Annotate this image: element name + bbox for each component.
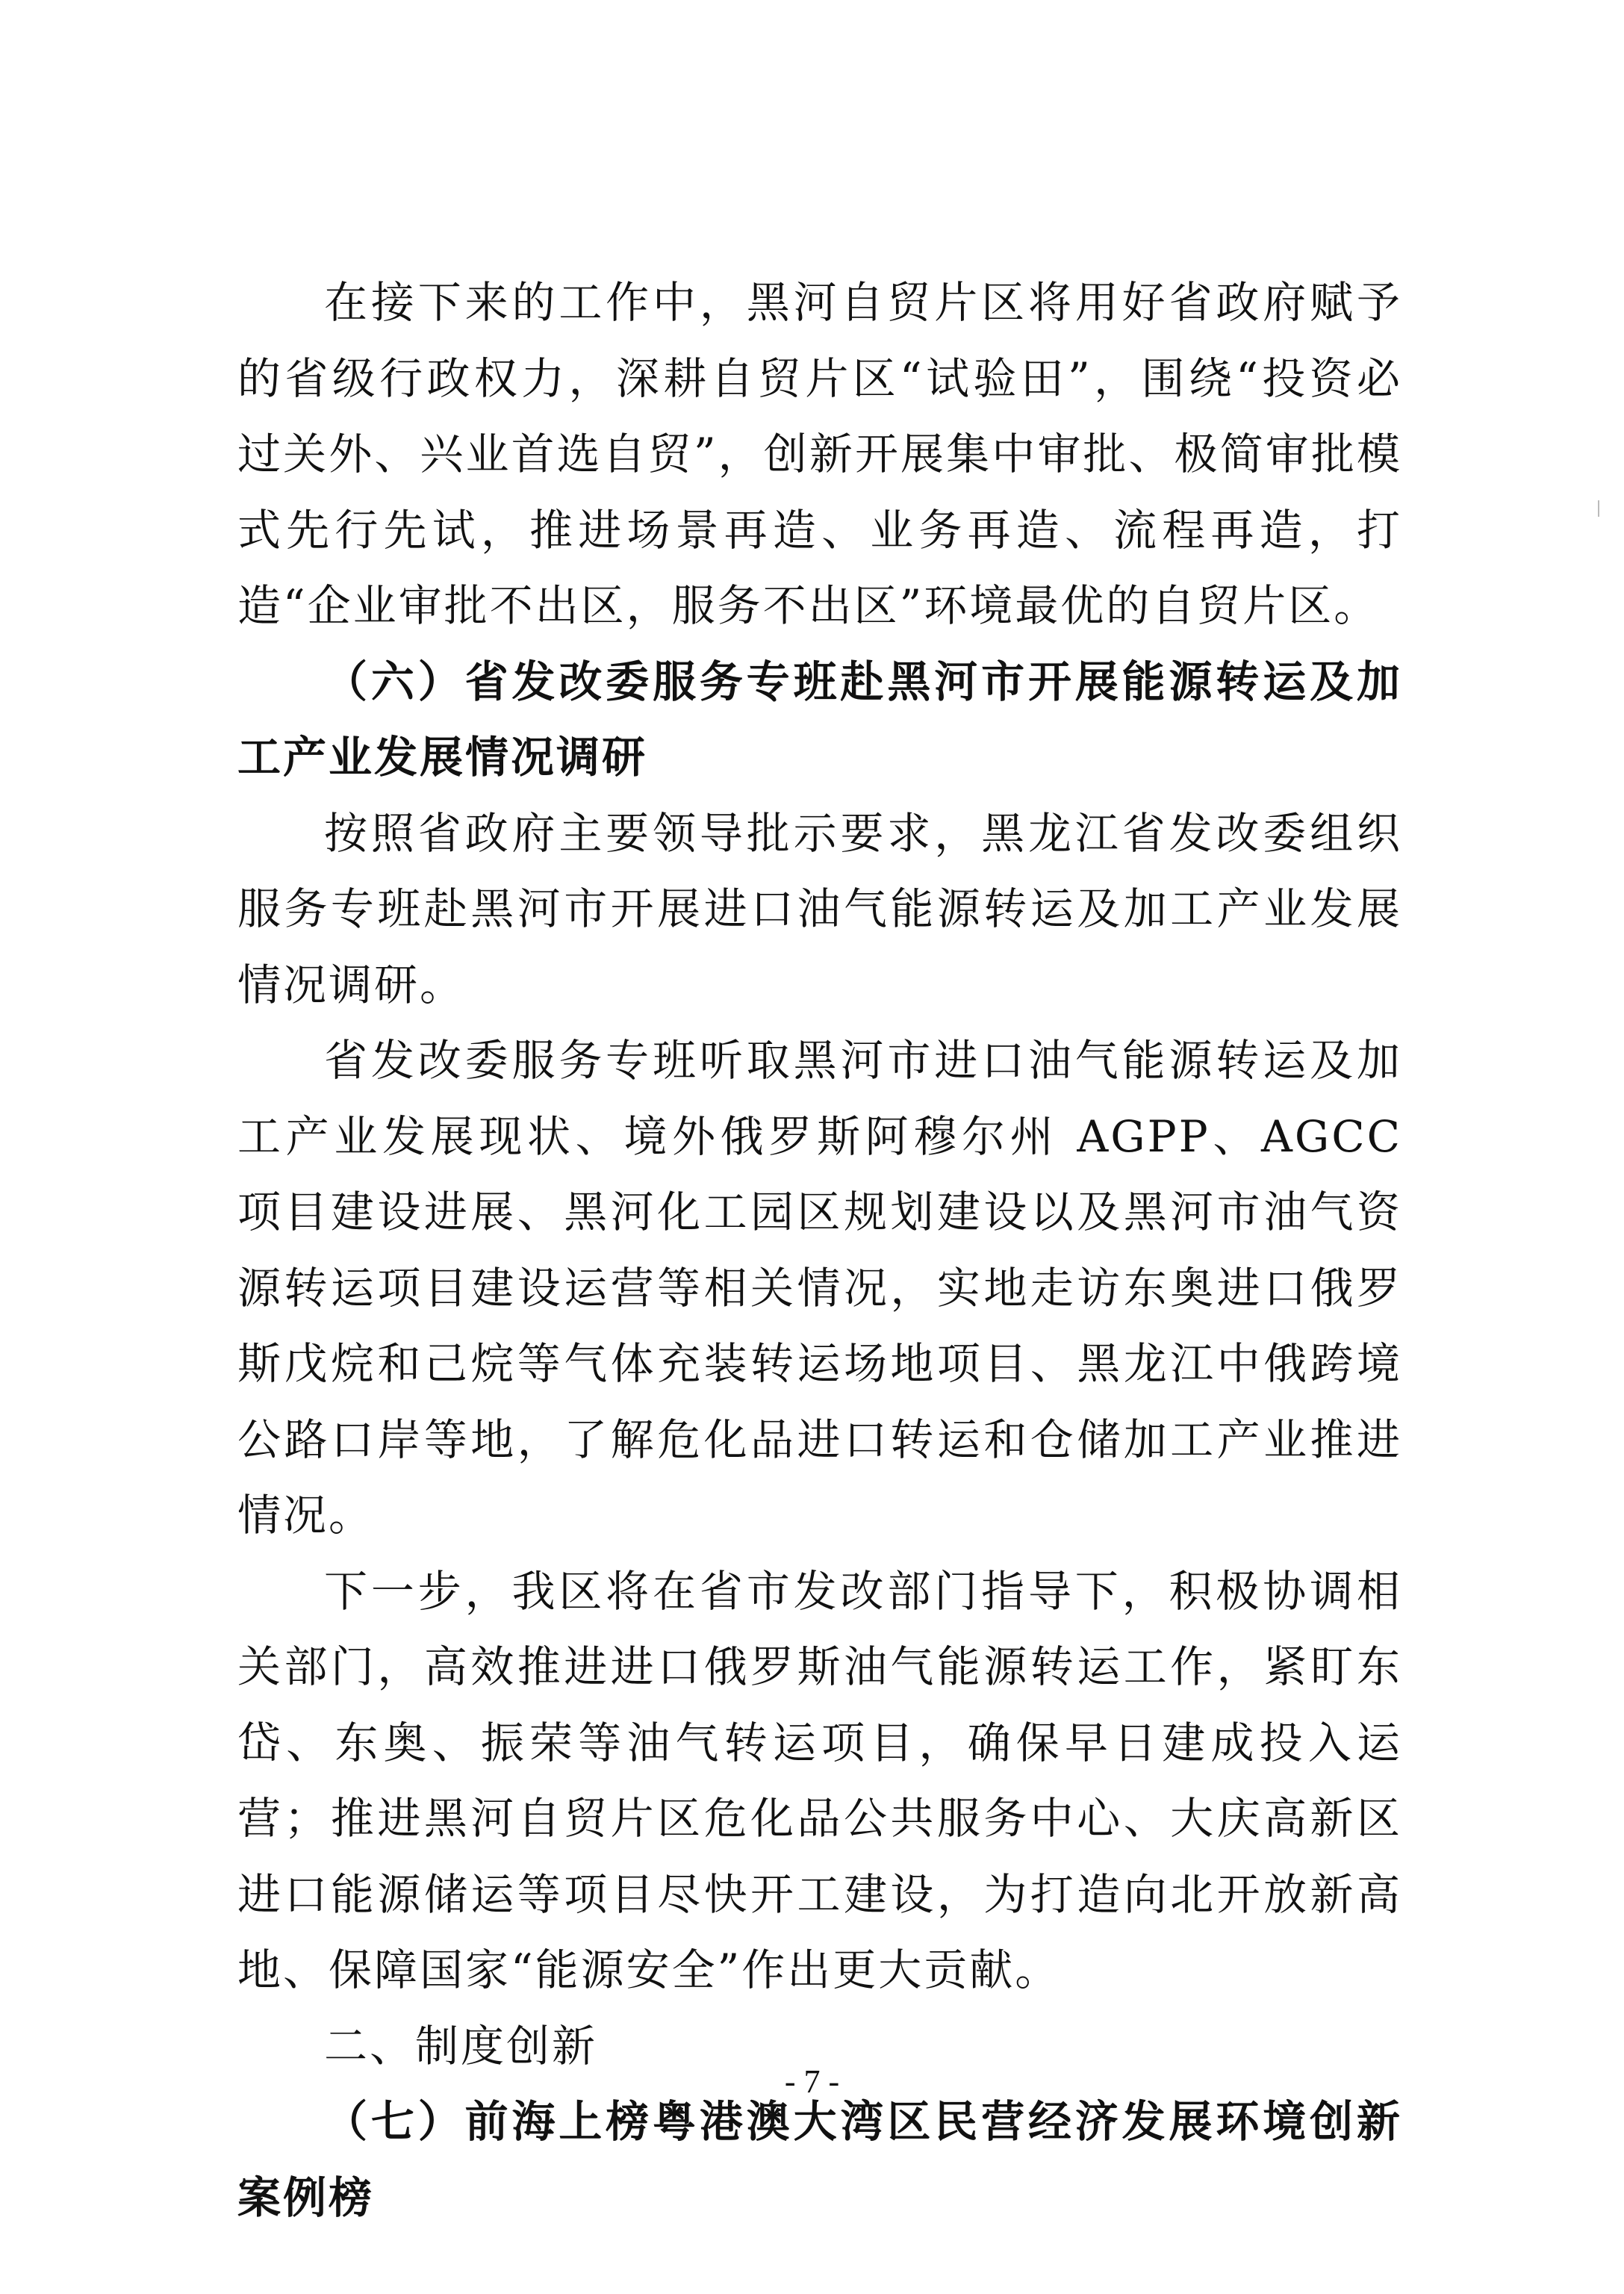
subheading-section-7: （七）前海上榜粤港澳大湾区民营经济发展环境创新案例榜 <box>237 2096 1402 2223</box>
page-number: - 7 - <box>784 2063 840 2100</box>
scan-artifact-mark <box>1598 500 1599 517</box>
paragraph-free-trade-zone-plan: 在接下来的工作中，黑河自贸片区将用好省政府赋予的省级行政权力，深耕自贸片区“试验田”，围绕“投资必过关外、兴业首选自贸”，创新开展集中审批、极简审批模式先行先试，推进场景再造、业务再造、流程再造，打造“企业审批不出区，服务不出区”环境最优的自贸片区。 <box>237 277 1402 631</box>
paragraph-research-instruction: 按照省政府主要领导批示要求，黑龙江省发改委组织服务专班赴黑河市开展进口油气能源转运及加工产业发展情况调研。 <box>237 807 1402 1010</box>
paragraph-research-details: 省发改委服务专班听取黑河市进口油气能源转运及加工产业发展现状、境外俄罗斯阿穆尔州 AGPP、AGCC 项目建设进展、黑河化工园区规划建设以及黑河市油气资源转运项目建设运营等相关情况，实地走访东奥进口俄罗斯戊烷和己烷等气体充装转运场地项目、黑龙江中俄跨境公路口岸等地，了解危化品进口转运和仓储加工产业推进情况。 <box>237 1035 1402 1541</box>
paragraph-next-steps: 下一步，我区将在省市发改部门指导下，积极协调相关部门，高效推进进口俄罗斯油气能源转运工作，紧盯东岱、东奥、振荣等油气转运项目，确保早日建成投入运营；推进黑河自贸片区危化品公共服务中心、大庆高新区进口能源储运等项目尽快开工建设，为打造向北开放新高地、保障国家“能源安全”作出更大贡献。 <box>237 1565 1402 1995</box>
subheading-section-6: （六）省发改委服务专班赴黑河市开展能源转运及加工产业发展情况调研 <box>237 656 1402 783</box>
heading-institutional-innovation: 二、制度创新 <box>324 2020 598 2071</box>
document-body <box>237 265 1402 2236</box>
